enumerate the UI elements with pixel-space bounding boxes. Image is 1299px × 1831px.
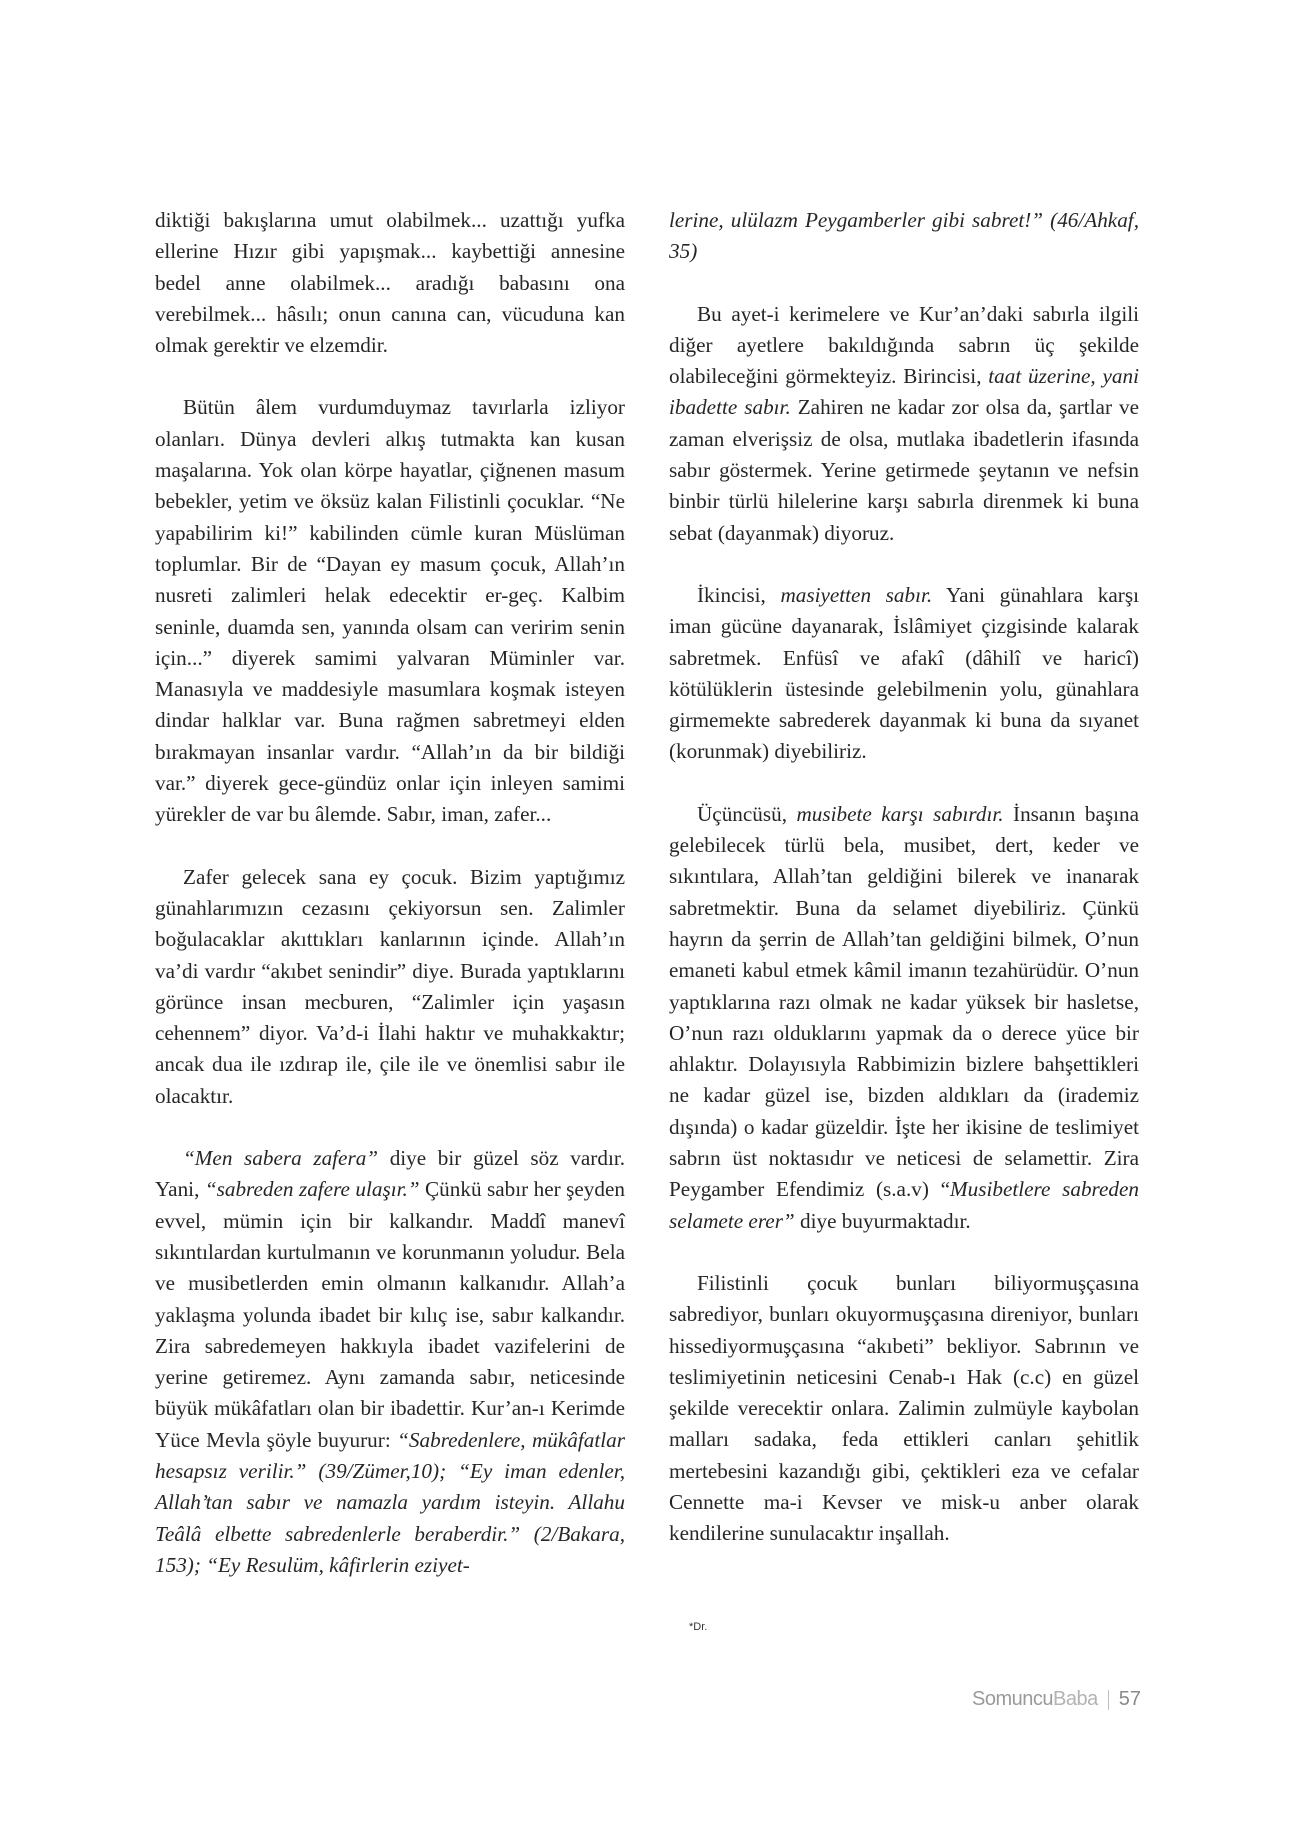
emphasis-italic: masiyetten sabır. xyxy=(780,582,933,607)
magazine-logo-part1: Somuncu xyxy=(972,1688,1054,1710)
footer-divider xyxy=(1108,1690,1109,1710)
paragraph: Zafer gelecek sana ey çocuk. Bizim yaptığımız günahlarımızın cezasını çekiyorsun sen. Zalimler boğulacaklar akıttıkları kanlarının içinde. Allah’ın va’di vardır “akıbet senindir” diye. Burada yaptıklarını görünce insan mecburen, “Zalimler için yaşasın cehennem” diyor. Va’d-i İlahi haktır ve muhakkaktır; ancak dua ile ızdırap ile, çile ile ve önemlisi sabır ile olacaktır. xyxy=(155,864,625,1108)
footnote: *Dr. xyxy=(689,1621,708,1633)
paragraph: Filistinli çocuk bunları biliyormuşçasına sabrediyor, bunları okuyormuşçasına direniyor, bunları hissediyormuşçasına “akıbeti” bekliyor. Sabrının ve teslimiyetinin neticesini Cenab-ı Hak (c.c) en güzel şekilde verecektir onlara. Zalimin zulmüyle kaybolan malları sadaka, feda ettikleri canları şehitlik mertebesini kazandığı gibi, çektikleri eza ve cefalar Cennette ma-i Kevser ve misk-u anber olarak kendilerine sunulacaktır inşallah. xyxy=(669,1270,1139,1546)
paragraph xyxy=(669,299,1139,549)
paragraph-text: İnsanın başına gelebilecek türlü bela, musibet, dert, keder ve sıkıntılara, Allah’tan geldiğini bilerek ve inanarak sabretmektir. Buna da selamet diyebiliriz. Çünkü hayrın da şerrin de Allah’tan geldiğini bilmek, O’nun emaneti kabul etmek kâmil imanın tezahürüdür. O’nun yaptıklarına razı olmak ne kadar yüksek bir hasletse, O’nun razı olduklarını yapmak da o derece yüce bir ahlaktır. Dolayısıyla Rabbimizin bizlere bahşettikleri ne kadar güzel ise, bizden aldıkları da (irademiz dışında) o kadar güzeldir. İşte her ikisine de teslimiyet sabrın üst noktasıdır ve neticesi de selamettir. Zira Peygamber Efendimiz (s.a.v) “ xyxy=(669,801,1139,1202)
right-column xyxy=(669,205,1139,1550)
paragraph-text: Bu ayet-i kerimelere ve Kur’an’daki sabırla ilgili diğer ayetlere bakıldığında sabrın üç şekilde olabileceğini görmekteyiz. Birincisi, xyxy=(669,301,1139,389)
paragraph-text: Üçüncüsü, xyxy=(697,801,797,826)
page-number: 57 xyxy=(1118,1688,1141,1710)
quote-italic: “Men sabera zafera” xyxy=(183,1146,379,1171)
paragraph-text: İkincisi, xyxy=(697,582,781,607)
paragraph-text: Çünkü sabır her şeyden evvel, mümin için bir kalkandır. Maddî manevî sıkıntılardan kurtulmanın ve korunmanın yoludur. Bela ve musibetlerden emin olmanın kalkanıdır. Allah’a yaklaşma yolunda ibadet bir kılıç ise, sabır kalkandır. Zira sabredemeyen hakkıyla ibadet vazifelerini de yerine getiremez. Aynı zamanda sabır, neticesinde büyük mükâfatları olan bir ibadettir. Kur’an-ı Kerimde Yüce Mevla şöyle buyurur: xyxy=(155,1177,625,1452)
emphasis-italic: taat üzerine, yani ibadette sabır. xyxy=(669,364,1139,420)
magazine-logo-part2: Baba xyxy=(1053,1688,1098,1710)
quote-italic: “sabreden zafere ulaşır.” xyxy=(204,1177,420,1202)
paragraph-text: Yani günahlara karşı iman gücüne dayanarak, İslâmiyet çizgisinde kalarak sabretmek. Enfüsî ve afakî (dâhilî ve haricî) kötülüklerin üstesinde gelebilmenin yolu, günahlara girmemekte sabrederek dayanmak ki buna da sıyanet (korunmak) diyebiliriz. xyxy=(669,582,1139,764)
quote-italic: “Sabredenlere, mükâfatlar hesapsız verilir.” (39/Zümer,10); “Ey iman edenler, Allah’tan sabır ve namazla yardım isteyin. Allahu Teâlâ elbette sabredenlerle beraberdir.” (2/Bakara, 153); “Ey Resulüm, kâfirlerin eziyet- xyxy=(155,1427,625,1577)
paragraph-text: diye bir güzel söz vardır. Yani, xyxy=(155,1146,626,1202)
quote-italic: lerine, ulülazm Peygamberler gibi sabret!” (46/Ahkaf, 35) xyxy=(669,208,1139,264)
quote-italic: Musibetlere sabreden selamete erer” xyxy=(669,1177,1139,1233)
paragraph-text: Zahiren ne kadar zor olsa da, şartlar ve zaman elverişsiz de olsa, mutlaka ibadetlerin ifasında sabır göstermek. Yerine getirmede şeytanın ve nefsin binbir türlü hilelerine karşı sabırla direnmek ki buna sebat (dayanmak) diyoruz. xyxy=(669,395,1139,545)
paragraph: diktiği bakışlarına umut olabilmek... uzattığı yufka ellerine Hızır gibi yapışmak... kaybettiği annesine bedel anne olabilmek... aradığı babasını ona verebilmek... hâsılı; onun canına can, vücuduna kan olmak gerektir ve elzemdir. xyxy=(155,208,625,358)
paragraph xyxy=(669,580,1139,768)
left-column xyxy=(155,205,625,1581)
paragraph xyxy=(669,205,1139,268)
paragraph xyxy=(669,799,1139,1237)
paragraph-text: diye buyurmaktadır. xyxy=(794,1208,971,1233)
page-footer xyxy=(972,1688,1141,1711)
paragraph xyxy=(155,1143,625,1581)
paragraph: Bütün âlem vurdumduymaz tavırlarla izliyor olanları. Dünya devleri alkış tutmakta kan kusan maşalarına. Yok olan körpe hayatlar, çiğnenen masum bebekler, yetim ve öksüz kalan Filistinli çocuklar. “Ne yapabilirim ki!” kabilinden cümle kuran Müslüman toplumlar. Bir de “Dayan ey masum çocuk, Allah’ın nusreti zalimleri helak edecektir er-geç. Kalbim seninle, duamda sen, yanında olsam can veririm senin için...” diyerek samimi yalvaran Müminler var. Manasıyla ve maddesiyle masumlara koşmak isteyen dindar halklar var. Buna rağmen sabretmeyi elden bırakmayan insanlar vardır. “Allah’ın da bir bildiği var.” diyerek gece-gündüz onlar için inleyen samimi yürekler de var bu âlemde. Sabır, iman, zafer... xyxy=(155,395,625,827)
emphasis-italic: musibete karşı sabırdır. xyxy=(796,801,1004,826)
